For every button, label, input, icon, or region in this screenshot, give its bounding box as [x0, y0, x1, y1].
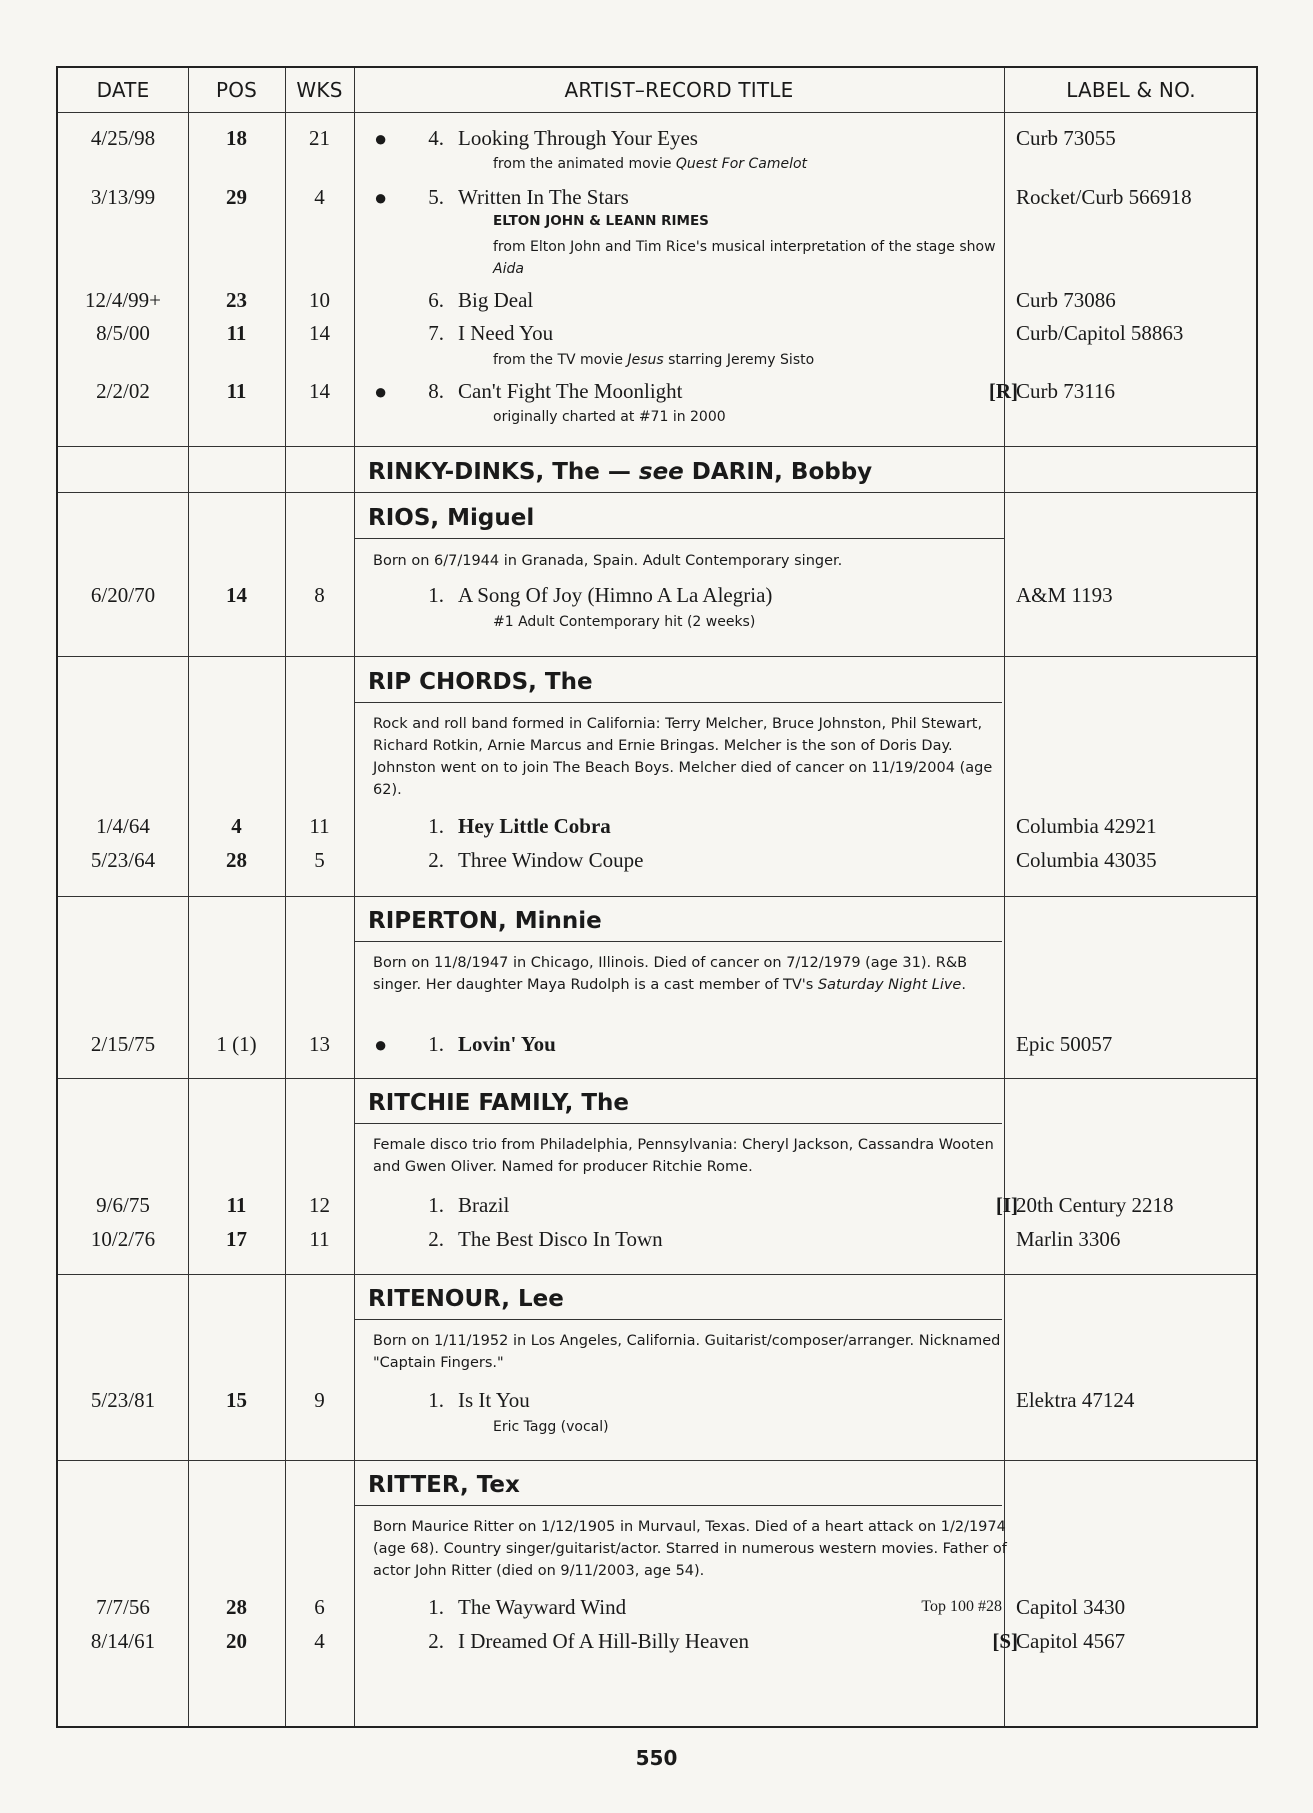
record-title: Can't Fight The Moonlight	[458, 379, 683, 403]
record-note: from the animated movie Quest For Camelot	[493, 156, 808, 172]
peak-position: 23	[226, 288, 247, 312]
record-note: #1 Adult Contemporary hit (2 weeks)	[493, 614, 756, 630]
weeks-charted: 8	[314, 583, 325, 607]
bio-divider	[354, 1319, 1002, 1320]
record-number: 6.	[428, 288, 444, 312]
record-title: The Wayward Wind	[458, 1595, 627, 1619]
weeks-charted: 4	[314, 185, 325, 209]
chart-date: 8/5/00	[96, 321, 150, 345]
record-note: from Elton John and Tim Rice's musical interpretation of the stage show	[493, 239, 996, 255]
label-number: Curb 73086	[1016, 288, 1116, 312]
chart-date: 12/4/99+	[84, 288, 161, 312]
peak-position: 28	[226, 1595, 247, 1619]
label-number: Capitol 4567	[1016, 1629, 1126, 1653]
record-number: 4.	[428, 126, 444, 150]
artist-bio: Born Maurice Ritter on 1/12/1905 in Murvaul, Texas. Died of a heart attack on 1/2/1974 (age 68). Country singer/guitarist/actor. Starred in numerous western movies. Father of actor John Ritter (died on 9/11/2003, age 54).	[373, 1519, 1007, 1579]
chart-date: 10/2/76	[90, 1227, 156, 1251]
label-number: Columbia 42921	[1016, 814, 1157, 838]
peak-position: 15	[226, 1388, 247, 1412]
peak-position: 14	[226, 583, 247, 607]
section-divider	[58, 1274, 1256, 1275]
record-title: The Best Disco In Town	[458, 1227, 663, 1251]
peak-position: 1 (1)	[216, 1032, 257, 1056]
peak-position: 11	[226, 321, 247, 345]
chart-date: 9/6/75	[96, 1193, 150, 1217]
chart-date: 7/7/56	[96, 1595, 150, 1619]
page-number: 550	[635, 1746, 678, 1770]
artist-bio: Born on 1/11/1952 in Los Angeles, California. Guitarist/composer/arranger. Nicknamed "Captain Fingers."	[373, 1333, 1001, 1371]
column-divider	[1004, 68, 1005, 1726]
label-number: Curb 73055	[1016, 126, 1116, 150]
chart-date: 3/13/99	[90, 185, 156, 209]
header-wks: WKS	[296, 78, 343, 102]
record-title: A Song Of Joy (Himno A La Alegria)	[458, 583, 773, 607]
section-divider	[58, 1460, 1256, 1461]
gold-record-bullet: ●	[374, 379, 388, 404]
peak-position: 18	[226, 126, 247, 150]
weeks-charted: 9	[314, 1388, 325, 1412]
record-title: Brazil	[458, 1193, 510, 1217]
artist-name: RITENOUR, Lee	[368, 1286, 564, 1312]
section-divider	[58, 1078, 1256, 1079]
peak-position: 29	[226, 185, 247, 209]
label-number: A&M 1193	[1016, 583, 1113, 607]
weeks-charted: 14	[309, 321, 330, 345]
chart-date: 2/2/02	[96, 379, 150, 403]
chart-date: 8/14/61	[90, 1629, 156, 1653]
peak-position: 28	[226, 848, 247, 872]
artist-name: RIPERTON, Minnie	[368, 908, 602, 934]
header-divider	[58, 112, 1256, 113]
artist-cross-reference: RINKY-DINKS, The — see DARIN, Bobby	[368, 459, 873, 485]
header-label: LABEL & NO.	[1066, 78, 1196, 102]
artist-credit: ELTON JOHN & LEANN RIMES	[493, 213, 709, 229]
weeks-charted: 13	[309, 1032, 330, 1056]
record-title: Three Window Coupe	[458, 848, 644, 872]
gold-record-bullet: ●	[374, 1032, 388, 1057]
record-flag: [R]	[988, 379, 1018, 403]
chart-date: 2/15/75	[90, 1032, 156, 1056]
weeks-charted: 12	[309, 1193, 330, 1217]
weeks-charted: 21	[309, 126, 330, 150]
header-title: ARTIST–RECORD TITLE	[564, 78, 794, 102]
record-flag: [I]	[995, 1193, 1018, 1217]
bio-divider	[354, 1505, 1002, 1506]
record-number: 2.	[428, 848, 444, 872]
record-title: Written In The Stars	[458, 185, 629, 209]
label-number: Epic 50057	[1016, 1032, 1113, 1056]
record-title: Is It You	[458, 1388, 530, 1412]
artist-name: RIP CHORDS, The	[368, 669, 593, 695]
peak-position: 20	[226, 1629, 247, 1653]
record-number: 2.	[428, 1227, 444, 1251]
artist-name: RIOS, Miguel	[368, 505, 535, 531]
label-number: Capitol 3430	[1016, 1595, 1126, 1619]
label-number: Curb/Capitol 58863	[1016, 321, 1184, 345]
record-number: 1.	[428, 1388, 444, 1412]
bio-divider	[354, 1123, 1002, 1124]
record-number: 1.	[428, 1032, 444, 1056]
record-number: 2.	[428, 1629, 444, 1653]
record-note: Aida	[493, 261, 524, 277]
section-divider	[58, 656, 1256, 657]
weeks-charted: 6	[314, 1595, 325, 1619]
label-number: Elektra 47124	[1016, 1388, 1135, 1412]
weeks-charted: 14	[309, 379, 330, 403]
weeks-charted: 11	[309, 1227, 330, 1251]
record-number: 1.	[428, 814, 444, 838]
record-number: 7.	[428, 321, 444, 345]
weeks-charted: 10	[309, 288, 330, 312]
header-pos: POS	[215, 78, 258, 102]
record-title: Big Deal	[458, 288, 534, 312]
record-title: Hey Little Cobra	[458, 814, 611, 838]
artist-bio: Female disco trio from Philadelphia, Pennsylvania: Cheryl Jackson, Cassandra Wooten and Gwen Oliver. Named for producer Ritchie Rome.	[373, 1137, 994, 1175]
top-100-note: Top 100 #28	[921, 1598, 1002, 1615]
chart-date: 1/4/64	[96, 814, 150, 838]
label-number: Curb 73116	[1016, 379, 1115, 403]
record-note: Eric Tagg (vocal)	[493, 1419, 609, 1435]
chart-date: 4/25/98	[90, 126, 156, 150]
artist-bio: Rock and roll band formed in California: Terry Melcher, Bruce Johnston, Phil Stewart, Richard Rotkin, Arnie Marcus and Ernie Bringas. Melcher is the son of Doris Day. Johnston went on to join The Beach Boys. Melcher died of cancer on 11/19/2004 (age 62).	[373, 716, 993, 798]
weeks-charted: 11	[309, 814, 330, 838]
artist-name: RITTER, Tex	[368, 1472, 520, 1498]
record-title: Lovin' You	[458, 1032, 556, 1056]
section-divider	[58, 492, 1256, 493]
label-number: 20th Century 2218	[1016, 1193, 1174, 1217]
peak-position: 11	[226, 379, 247, 403]
record-number: 1.	[428, 583, 444, 607]
label-number: Rocket/Curb 566918	[1016, 185, 1192, 209]
record-flag: [S]	[992, 1629, 1018, 1653]
record-number: 5.	[428, 185, 444, 209]
peak-position: 11	[226, 1193, 247, 1217]
record-number: 1.	[428, 1595, 444, 1619]
artist-bio: Born on 11/8/1947 in Chicago, Illinois. Died of cancer on 7/12/1979 (age 31). R&B singer. Her daughter Maya Rudolph is a cast member of TV's Saturday Night Live.	[373, 955, 968, 993]
chart-date: 5/23/64	[90, 848, 156, 872]
chart-table	[56, 66, 1258, 1728]
record-note: from the TV movie Jesus starring Jeremy Sisto	[493, 352, 815, 368]
record-title: Looking Through Your Eyes	[458, 126, 698, 150]
column-divider	[188, 68, 189, 1726]
record-number: 8.	[428, 379, 444, 403]
weeks-charted: 4	[314, 1629, 325, 1653]
peak-position: 4	[231, 814, 242, 838]
artist-name: RITCHIE FAMILY, The	[368, 1090, 630, 1116]
chart-date: 6/20/70	[90, 583, 156, 607]
record-title: I Dreamed Of A Hill-Billy Heaven	[458, 1629, 750, 1653]
gold-record-bullet: ●	[374, 185, 388, 210]
label-number: Columbia 43035	[1016, 848, 1157, 872]
peak-position: 17	[226, 1227, 247, 1251]
column-divider	[354, 68, 355, 1726]
header-date: DATE	[96, 78, 150, 102]
label-number: Marlin 3306	[1016, 1227, 1121, 1251]
chart-date: 5/23/81	[90, 1388, 156, 1412]
gold-record-bullet: ●	[374, 126, 388, 151]
record-number: 1.	[428, 1193, 444, 1217]
artist-bio: Born on 6/7/1944 in Granada, Spain. Adult Contemporary singer.	[373, 553, 843, 569]
section-divider	[58, 896, 1256, 897]
bio-divider	[354, 941, 1002, 942]
weeks-charted: 5	[314, 848, 325, 872]
bio-divider	[354, 702, 1002, 703]
section-divider	[58, 446, 1256, 447]
column-divider	[285, 68, 286, 1726]
record-note: originally charted at #71 in 2000	[493, 409, 726, 425]
record-title: I Need You	[458, 321, 554, 345]
